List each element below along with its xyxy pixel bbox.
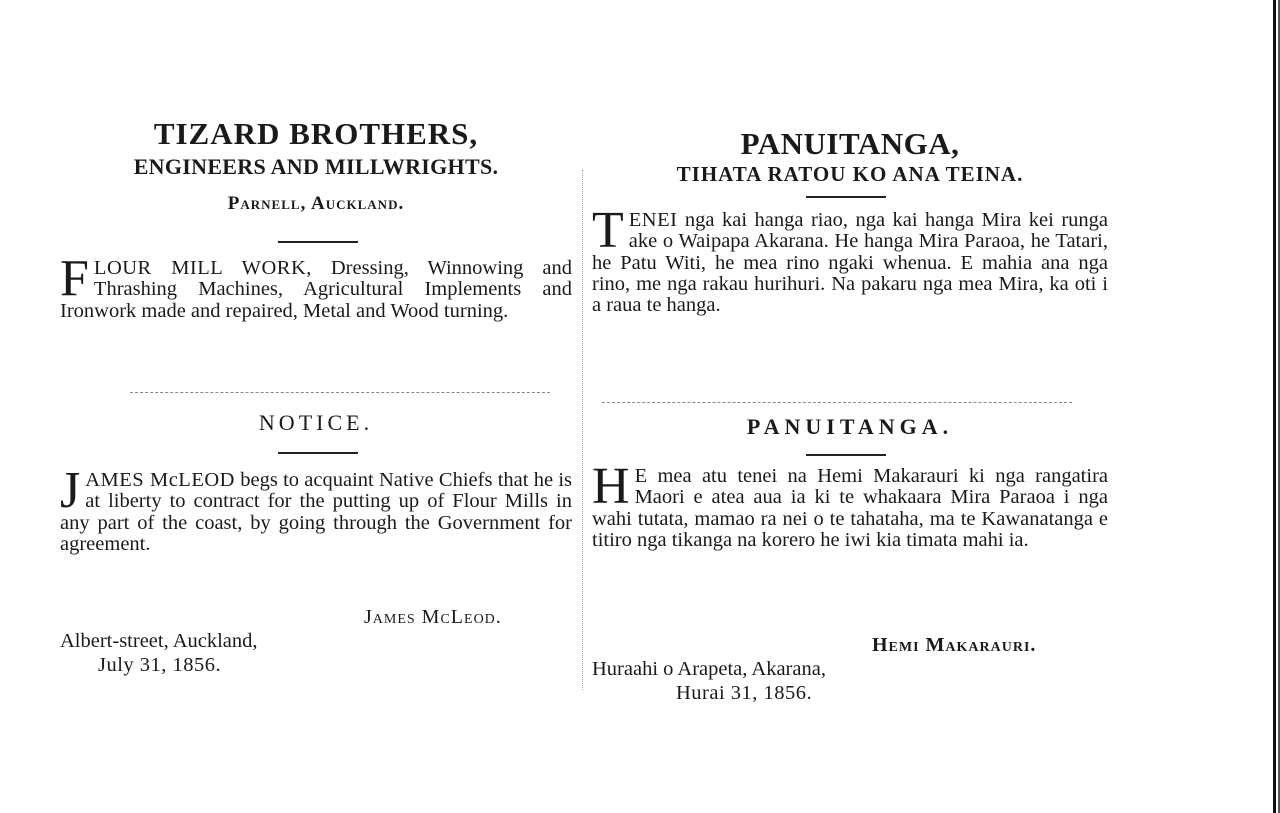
hemi-date: Hurai 31, 1856. [676,682,813,704]
tizard-ad-lead: LOUR MILL WORK, [93,257,312,279]
hemi-dropcap: H [592,458,630,515]
mcleod-notice-lead: AMES McLEOD [85,469,235,491]
tizard-location: Parnell, Auckland. [227,193,405,214]
tizard-ad-body: Dressing, Winnowing and Thrashing Machines, Agricultural Implements and Ironwork made and repaired, Metal and Wood turning. [60,257,572,322]
hemi-notice-body: E mea atu tenei na Hemi Makarauri ki nga rangatira Maori e atea aua ia ki te whakaara Mira Paraoa i nga wahi tutata, mamao ra nei o te tahataha, ma te Kawanatanga e titiro nga tikanga na korero he iwi kia timata mahi ia. [592,465,1108,551]
mcleod-dropcap: J [60,462,81,519]
panuitanga-rule [806,196,886,198]
panuitanga-ad-lead: ENEI [628,209,678,231]
mcleod-notice-text [60,462,573,555]
panuitanga-notice-rule [806,454,886,456]
section-divider-left [130,392,550,393]
hemi-place: Huraahi o Arapeta, Akarana, [592,658,826,680]
notice-rule [278,452,358,454]
tizard-title: TIZARD BROTHERS, [153,116,479,151]
panuitanga-dropcap: T [592,202,624,259]
notice-heading: NOTICE. [258,410,374,435]
hemi-notice-text [592,458,1108,551]
tizard-ad-text [60,250,572,322]
panuitanga-title: PANUITANGA, [740,126,960,161]
column-divider [582,170,583,690]
mcleod-date: July 31, 1856. [98,654,222,676]
panuitanga-ad-body: nga kai hanga riao, nga kai hanga Mira kei runga ake o Waipapa Akarana. He hanga Mira Paraoa, he Tatari, he Patu Witi, he mea rino ngaki whenua. E mahia ana nga rino, me nga rakau hurihuri. Na pakaru nga mea Mira, ka oti i a raua te hanga. [592,209,1108,317]
mcleod-signature: James McLeod. [364,606,502,628]
section-divider-right [602,402,1072,403]
hemi-signature: Hemi Makarauri. [872,634,1037,656]
panuitanga-ad-text [592,202,1108,317]
tizard-dropcap: F [60,250,89,307]
mcleod-place: Albert-street, Auckland, [60,630,258,652]
mcleod-notice-body: begs to acquaint Native Chiefs that he is at liberty to contract for the putting up of Flour Mills in any part of the coast, by going through the Government for agreement. [60,469,573,555]
panuitanga-notice-heading: PANUITANGA. [746,414,954,439]
tizard-rule [278,241,358,243]
panuitanga-subtitle: TIHATA RATOU KO ANA TEINA. [676,162,1024,186]
tizard-subtitle: ENGINEERS AND MILLWRIGHTS. [133,154,499,179]
page-edge-mark [1273,0,1276,813]
